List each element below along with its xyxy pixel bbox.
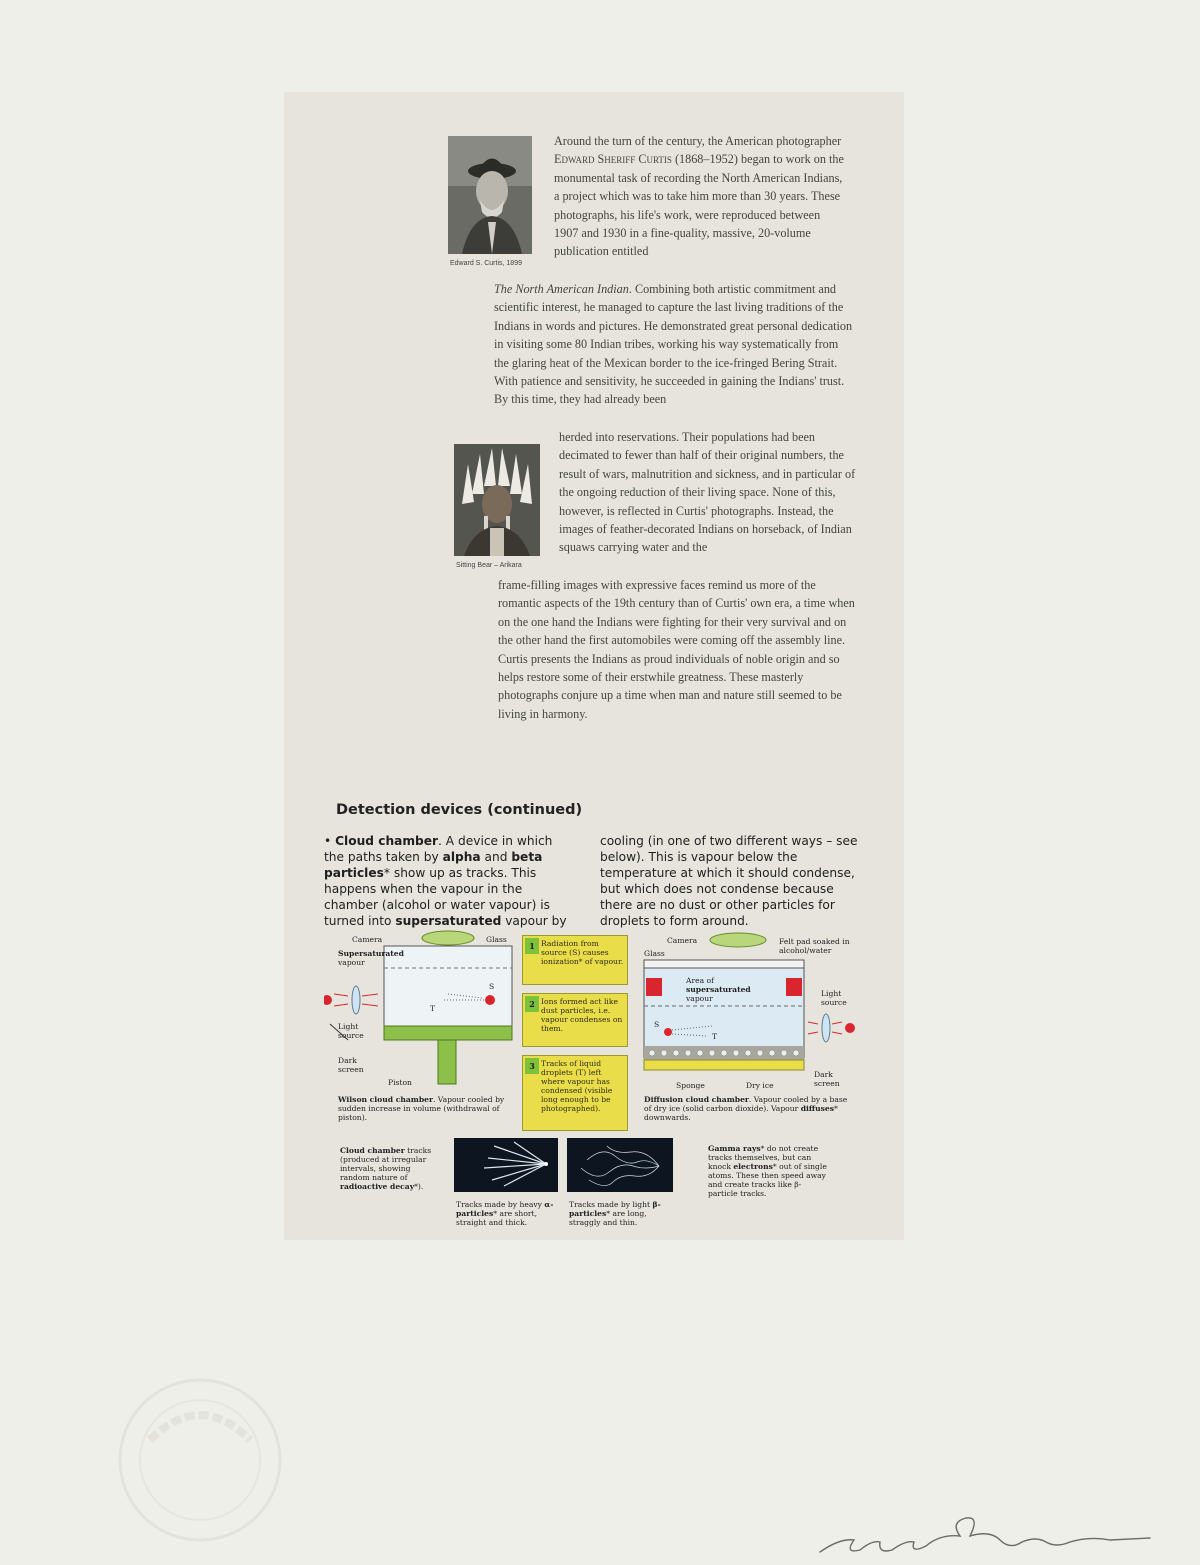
diffusion-area-word: Area of <box>686 976 714 985</box>
wilson-vapour-word: vapour <box>338 958 365 967</box>
wilson-t-label: T <box>430 1004 436 1013</box>
wilson-caption-bold: Wilson cloud chamber <box>338 1095 433 1104</box>
diffusion-sponge-label: Sponge <box>676 1081 705 1090</box>
alpha-caption-b: α-particles <box>456 1200 554 1218</box>
p1-end: . Combining both artistic commitment and scientific interest, he managed to capture the last living traditions of the Indians in words and pictures. He demonstrated great personal dedication in visiting some 80 Indian tribes, working his way systematically from the glaring heat of the Mexican border to the ice-fringed Bering Strait. With patience and sensitivity, he succeeded in gaining the Indians' trust. By this time, they had already been <box>494 282 853 407</box>
step-1-text: Radiation from source (S) causes ionization* of vapour. <box>541 939 624 966</box>
term-supersaturated: supersaturated <box>395 914 502 928</box>
term-beta: beta particles <box>324 850 543 880</box>
wilson-glass-label: Glass <box>486 935 507 944</box>
gamma-a: * do not create tracks themselves, but can knock <box>708 1144 819 1171</box>
alpha-caption-c: * are short, straight and thick. <box>456 1209 537 1227</box>
wilson-light-label: Light source <box>338 1022 364 1040</box>
alpha-caption-a: Tracks made by heavy <box>456 1200 545 1209</box>
tracks-cc-rest: tracks (produced at irregular intervals, showing random nature of <box>340 1146 432 1182</box>
diffusion-area-label <box>686 976 766 1003</box>
diffusion-caption <box>644 1095 854 1122</box>
bullet: • <box>324 834 332 848</box>
curtis-paragraph-3 <box>498 576 858 723</box>
col1-text-c: * show up as tracks. This happens when the vapour in the chamber (alcohol or water vapour) is turned into <box>324 866 551 928</box>
diffusion-s-label: S <box>654 1020 660 1029</box>
beta-caption-b: β-particles <box>569 1200 661 1218</box>
gamma-bold: Gamma rays <box>708 1144 761 1153</box>
diffusion-camera-label: Camera <box>667 936 698 945</box>
diffusion-area-end: vapour <box>686 994 713 1003</box>
p2: herded into reservations. Their populations had been decimated to fewer than half of their original numbers, the result of wars, malnutrition and sickness, and in particular of the ongoing reduction of their living space. None of this, however, is reflected in Curtis' photographs. Instead, the images of feather-decorated Indians on horseback, of Indian squaws carrying water and the <box>559 430 856 555</box>
gamma-rays-caption <box>708 1144 828 1198</box>
curtis-paragraph-1 <box>554 132 844 261</box>
step-box-2 <box>522 993 628 1047</box>
step-box-3 <box>522 1055 628 1131</box>
diffusion-felt-label: Felt pad soaked in alcohol/water <box>779 937 850 955</box>
tracks-cc-end: *). <box>414 1182 424 1191</box>
term-alpha: alpha <box>442 850 481 864</box>
detection-col-1 <box>324 833 572 929</box>
portrait2-caption: Sitting Bear – Arikara <box>456 562 522 569</box>
alpha-tracks-caption <box>456 1200 560 1227</box>
portrait-edward-curtis <box>448 136 532 254</box>
wilson-piston-label: Piston <box>388 1078 412 1087</box>
step-box-1 <box>522 935 628 985</box>
diffusion-caption-end: * downwards. <box>644 1104 838 1122</box>
detection-col-2: cooling (in one of two different ways – see below). This is vapour below the temperature at which it should condense, but which does not condense because there are no dust or other particles for droplets to form around. <box>600 834 858 928</box>
tracks-cc-decay: radioactive decay <box>340 1182 415 1191</box>
wilson-dark-label: Dark screen <box>338 1056 364 1074</box>
col1-text-b: and <box>480 850 512 864</box>
diffusion-caption-rest: . Vapour cooled by a base of dry ice (solid carbon dioxide). Vapour <box>644 1095 848 1113</box>
diffusion-light-label: Light source <box>821 989 847 1007</box>
curtis-name: Edward Sheriff Curtis <box>554 152 672 167</box>
portrait1-caption: Edward S. Curtis, 1899 <box>450 260 522 267</box>
p1-intro: Around the turn of the century, the American photographer <box>554 134 842 148</box>
beta-caption-a: Tracks made by light <box>569 1200 653 1209</box>
printed-sheet <box>284 92 904 1240</box>
tracks-cc-bold: Cloud chamber <box>340 1146 405 1155</box>
col1-text-d: vapour by <box>501 914 567 928</box>
gamma-b: * out of single atoms. These then speed away and create tracks like β-particle tracks. <box>708 1162 827 1198</box>
curtis-paragraph-2 <box>559 428 857 557</box>
diffusion-caption-diffuses: diffuses <box>800 1104 835 1113</box>
gamma-electrons: electrons <box>733 1162 773 1171</box>
embossed-stamp <box>110 1370 290 1550</box>
wilson-camera-label: Camera <box>352 935 383 944</box>
beta-tracks-caption <box>569 1200 673 1227</box>
diffusion-dark-label: Dark screen <box>814 1070 840 1088</box>
portrait-sitting-bear <box>454 444 540 556</box>
wilson-s-label: S <box>489 982 495 991</box>
beta-tracks-photo <box>567 1138 673 1192</box>
wilson-supersaturated-word: Supersaturated <box>338 949 404 958</box>
publication-title: The North American Indian <box>494 282 629 296</box>
step-1-number: 1 <box>525 938 539 954</box>
signature <box>810 1510 1170 1565</box>
diffusion-dryice-label: Dry ice <box>746 1081 774 1090</box>
diffusion-caption-bold: Diffusion cloud chamber <box>644 1095 749 1104</box>
diffusion-t-label: T <box>712 1032 718 1041</box>
diffusion-glass-label: Glass <box>644 949 665 958</box>
beta-caption-c: * are long, straggly and thin. <box>569 1209 647 1227</box>
cloud-chamber-tracks-caption <box>340 1146 432 1191</box>
p3: frame-filling images with expressive faces remind us more of the romantic aspects of the 19th century than of Curtis' own era, a time when on the one hand the Indians were fighting for their very survival and on the other hand the first automobiles were coming off the assembly line. Curtis presents the Indians as proud individuals of noble origin and so helps restore some of their erstwhile greatness. These masterly photographs conjure up a time when man and nature still seemed to be living in harmony. <box>498 578 855 721</box>
step-3-text: Tracks of liquid droplets (T) left where vapour has condensed (visible long enough to be photographed). <box>541 1059 613 1113</box>
detection-heading: Detection devices (continued) <box>336 802 583 818</box>
term-cloud-chamber: Cloud chamber <box>335 834 439 848</box>
wilson-caption-rest: . Vapour cooled by sudden increase in volume (withdrawal of piston). <box>338 1095 505 1122</box>
step-3-number: 3 <box>525 1058 539 1074</box>
diffusion-area-bold: supersaturated <box>686 985 751 994</box>
p1-rest: (1868–1952) began to work on the monumental task of recording the North American Indians, a project which was to take him more than 30 years. These photographs, his life's work, were reproduced between 1907 and 1930 in a fine-quality, massive, 20-volume publication entitled <box>554 152 844 259</box>
alpha-tracks-photo <box>454 1138 558 1192</box>
wilson-caption <box>338 1095 516 1122</box>
curtis-paragraph-1b <box>494 280 854 409</box>
step-2-text: Ions formed act like dust particles, i.e. vapour condenses on them. <box>541 997 623 1033</box>
wilson-supersaturated-label <box>338 949 408 967</box>
step-2-number: 2 <box>525 996 539 1012</box>
col1-text-a: . A device in which the paths taken by <box>324 834 553 864</box>
